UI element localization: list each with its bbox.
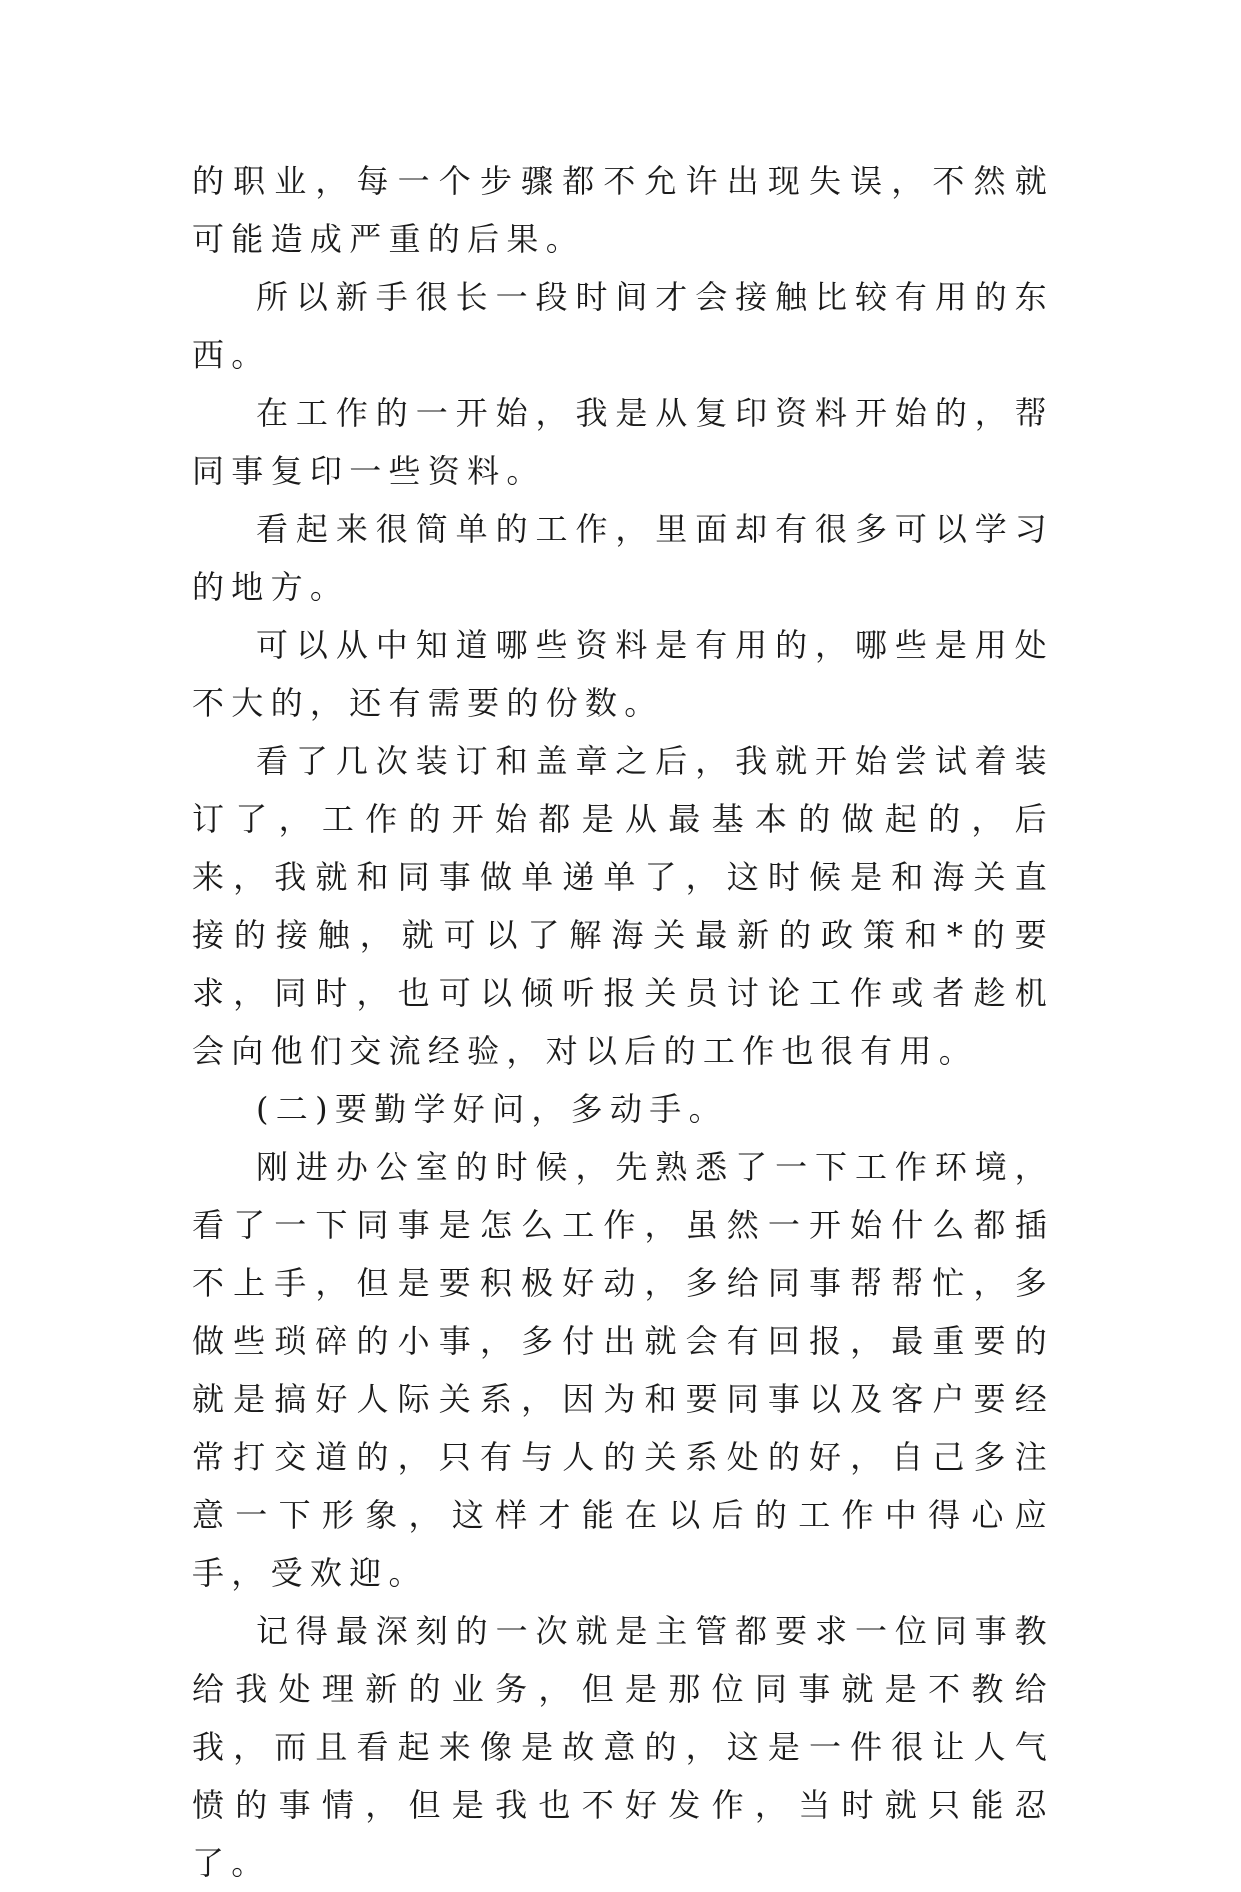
body-text <box>192 152 1054 1892</box>
paragraph-4: 看起来很简单的工作，里面却有很多可以学习的地方。 <box>192 510 1054 606</box>
paragraph-8: 记得最深刻的一次就是主管都要求一位同事教给我处理新的业务，但是那位同事就是不教给我，而且看起来像是故意的，这是一件很让人气愤的事情，但是我也不好发作，当时就只能忍了。 <box>192 1612 1054 1882</box>
paragraph-6: 看了几次装订和盖章之后，我就开始尝试着装订了，工作的开始都是从最基本的做起的，后来，我就和同事做单递单了，这时候是和海关直接的接触，就可以了解海关最新的政策和*的要求，同时，也可以倾听报关员讨论工作或者趁机会向他们交流经验，对以后的工作也很有用。 <box>192 742 1054 1070</box>
paragraph-1: 的职业，每一个步骤都不允许出现失误，不然就可能造成严重的后果。 <box>192 162 1054 258</box>
paragraph-2: 所以新手很长一段时间才会接触比较有用的东西。 <box>192 278 1054 374</box>
section-heading: (二)要勤学好问，多动手。 <box>256 1090 728 1128</box>
paragraph-7: 刚进办公室的时候，先熟悉了一下工作环境，看了一下同事是怎么工作，虽然一开始什么都插不上手，但是要积极好动，多给同事帮帮忙，多做些琐碎的小事，多付出就会有回报，最重要的就是搞好人际关系，因为和要同事以及客户要经常打交道的，只有与人的关系处的好，自己多注意一下形象，这样才能在以后的工作中得心应手，受欢迎。 <box>192 1148 1054 1592</box>
paragraph-5: 可以从中知道哪些资料是有用的，哪些是用处不大的，还有需要的份数。 <box>192 626 1054 722</box>
paragraph-3: 在工作的一开始，我是从复印资料开始的，帮同事复印一些资料。 <box>192 394 1054 490</box>
